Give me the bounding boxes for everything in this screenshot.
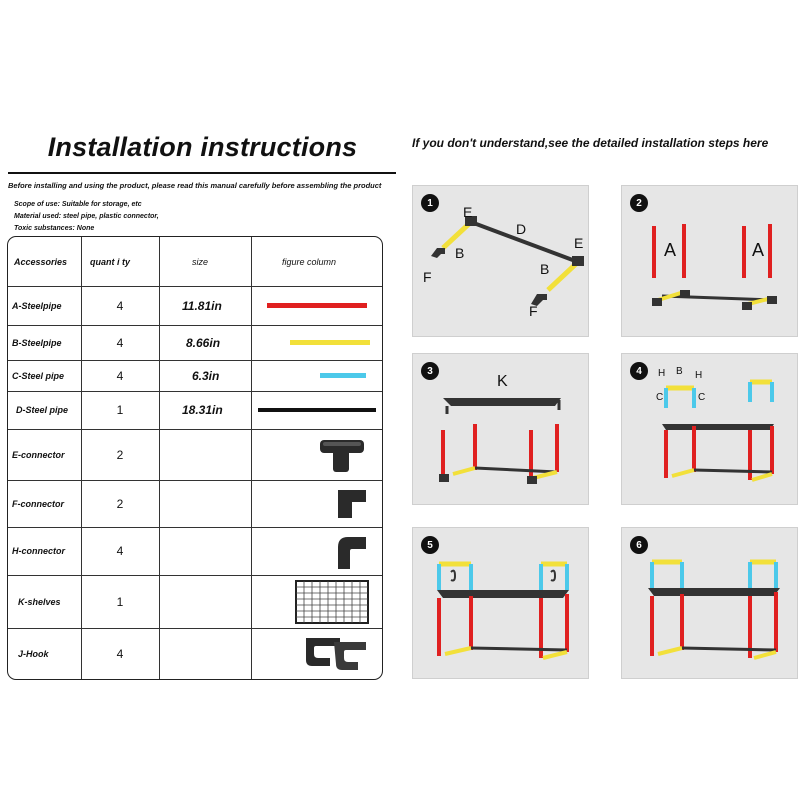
label-f: F: [529, 303, 538, 319]
step-panel-3: [412, 353, 589, 505]
step-1-diagram: [413, 186, 588, 336]
elbow-connector-icon: [330, 532, 374, 572]
step-panel-2: [621, 185, 798, 337]
header-size: size: [192, 256, 209, 267]
header-accessories: Accessories: [14, 256, 68, 267]
step-number: 2: [630, 194, 648, 212]
label-a: A: [664, 240, 677, 260]
row-j-name: J-Hook: [18, 648, 49, 659]
step-number: 3: [421, 362, 439, 380]
step-5-diagram: [413, 528, 588, 678]
step-6-diagram: [622, 528, 797, 678]
label-e: E: [463, 204, 473, 220]
step-panel-5: [412, 527, 589, 679]
header-figure: figure column: [282, 256, 337, 267]
t-connector-icon: [318, 435, 378, 475]
row-c-qty: 4: [116, 368, 124, 383]
step-number: 5: [421, 536, 439, 554]
column-divider: [159, 237, 160, 679]
steps-heading: If you don't understand,see the detailed installation steps here: [412, 136, 769, 150]
foot-connector-icon: [334, 485, 374, 523]
row-d-name: D-Steel pipe: [16, 405, 69, 415]
red-pipe-figure: [251, 286, 382, 325]
row-divider: [8, 575, 382, 576]
label-b: B: [540, 261, 550, 277]
row-b-qty: 4: [116, 335, 124, 350]
row-k-name: K-shelves: [18, 596, 61, 607]
manual-subtitle: Before installing and using the product, please read this manual carefully before assembling the product: [8, 181, 382, 190]
step-number: 1: [421, 194, 439, 212]
label-d: D: [516, 221, 527, 237]
row-f-name: F-connector: [12, 498, 65, 509]
step-2-diagram: [622, 186, 797, 336]
row-b-size: 8.66in: [186, 335, 221, 350]
row-d-size: 18.31in: [182, 403, 223, 417]
row-e-name: E-connector: [12, 449, 65, 460]
row-a-qty: 4: [116, 298, 124, 313]
black-pipe-figure: [251, 391, 382, 429]
toxic-substances: Toxic substances: None: [14, 225, 95, 232]
row-e-qty: 2: [116, 447, 124, 462]
row-c-name: C-Steel pipe: [12, 370, 65, 381]
row-a-size: 11.81in: [182, 298, 222, 313]
label-c: C: [656, 392, 664, 403]
accessories-table: [7, 236, 383, 680]
label-b: B: [676, 366, 683, 377]
label-a: A: [752, 240, 765, 260]
hook-icon: [300, 631, 376, 675]
row-j-qty: 4: [116, 646, 124, 661]
row-f-qty: 2: [116, 496, 124, 511]
mesh-shelf-icon: [294, 578, 374, 626]
step-4-diagram: [622, 354, 797, 504]
title-divider: [8, 172, 396, 174]
step-number: 6: [630, 536, 648, 554]
step-3-diagram: [413, 354, 588, 504]
row-divider: [8, 480, 382, 481]
row-h-name: H-connector: [12, 546, 66, 556]
label-e: E: [574, 235, 584, 251]
yellow-pipe-figure: [278, 325, 382, 360]
row-h-qty: 4: [116, 544, 124, 558]
header-quantity: quant i ty: [90, 256, 130, 267]
step-number: 4: [630, 362, 648, 380]
label-c: C: [698, 392, 706, 403]
material-used: Material used: steel pipe, plastic connector,: [14, 213, 159, 220]
page-title: Installation instructions: [47, 132, 358, 162]
label-f: F: [423, 269, 432, 285]
row-divider: [8, 628, 382, 629]
row-b-name: B-Steelpipe: [12, 337, 62, 348]
step-panel-6: [621, 527, 798, 679]
step-panel-1: [412, 185, 589, 337]
row-a-name: A-Steelpipe: [12, 300, 62, 311]
cyan-pipe-figure: [308, 360, 378, 391]
label-k: K: [497, 373, 508, 390]
row-c-size: 6.3in: [192, 368, 220, 383]
scope-of-use: Scope of use: Suitable for storage, etc: [14, 201, 142, 208]
label-h: H: [658, 368, 666, 379]
label-h: H: [695, 370, 703, 381]
row-d-qty: 1: [116, 403, 124, 417]
step-panel-4: [621, 353, 798, 505]
row-k-qty: 1: [116, 594, 124, 609]
label-b: B: [455, 245, 465, 261]
